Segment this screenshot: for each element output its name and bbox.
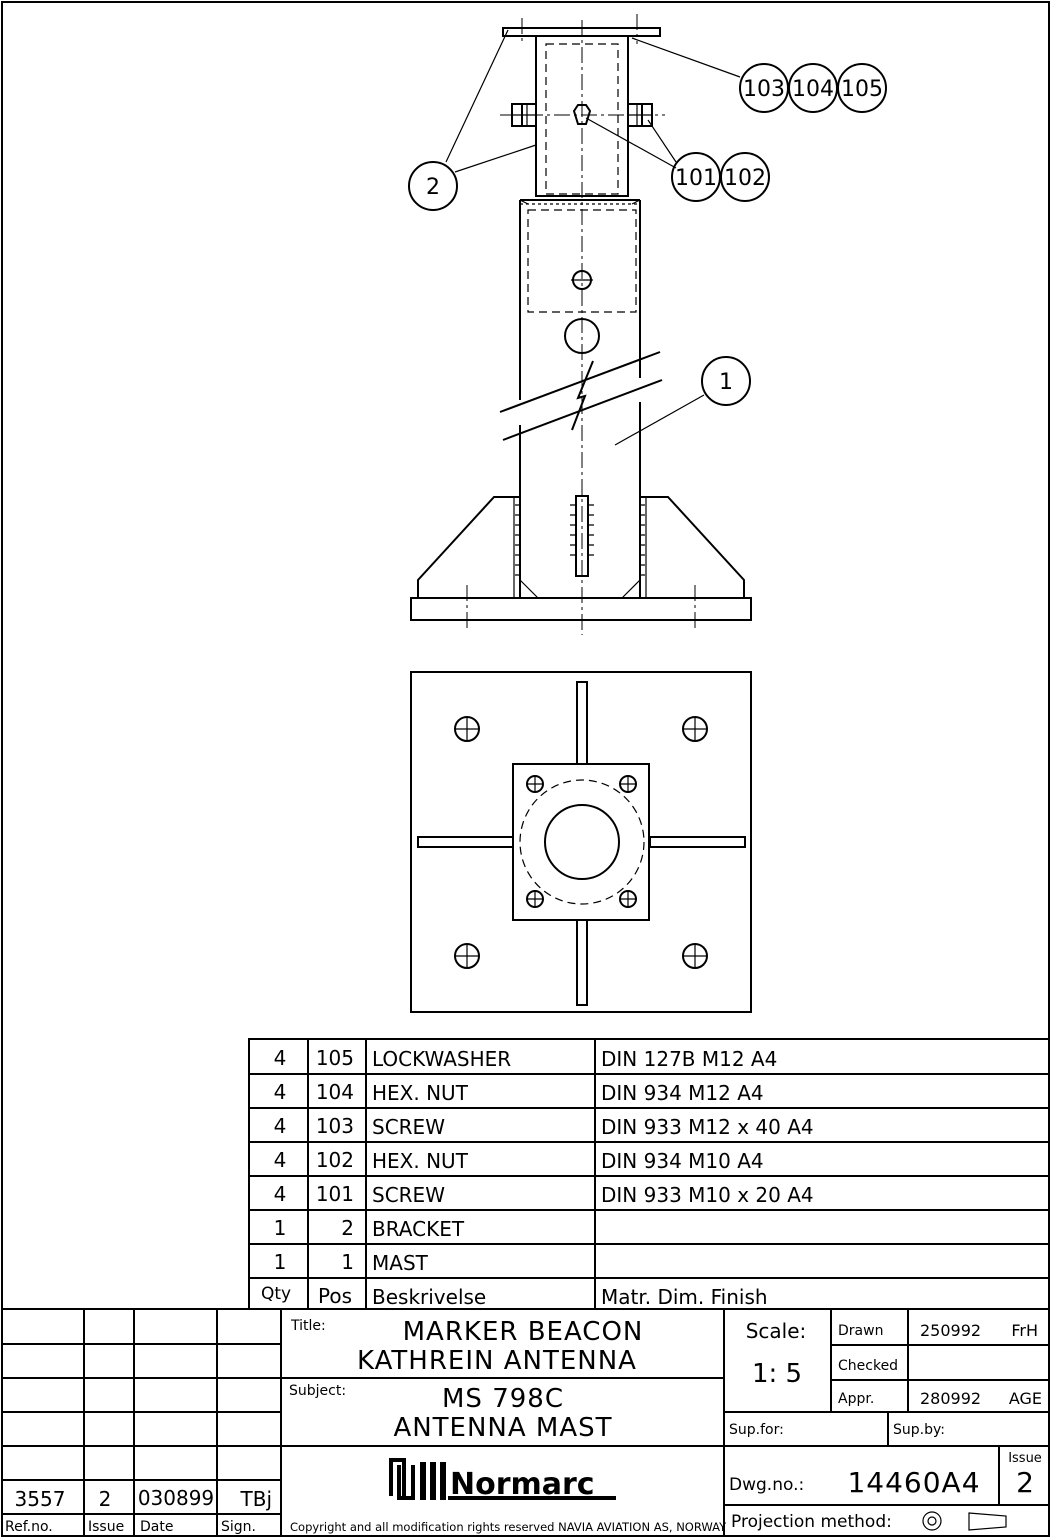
drawn-by: FrH [1011, 1321, 1038, 1340]
parts-pos: 103 [315, 1114, 354, 1138]
title-line-2: KATHREIN ANTENNA [357, 1346, 637, 1376]
parts-desc: BRACKET [372, 1217, 465, 1241]
parts-matr: DIN 933 M10 x 20 A4 [601, 1183, 814, 1207]
projection-symbol-icon [923, 1512, 1006, 1530]
balloon-103 [740, 64, 788, 112]
gussets [418, 496, 744, 598]
parts-qty: 1 [273, 1250, 287, 1274]
subject-line-2: ANTENNA MAST [393, 1413, 613, 1443]
parts-pos: 1 [341, 1250, 354, 1274]
revision-issue-label: Issue [88, 1519, 125, 1535]
front-view [411, 14, 751, 635]
appr-label: Appr. [838, 1391, 875, 1407]
sup-by-label: Sup.by: [893, 1422, 945, 1438]
parts-row-6 [274, 1216, 465, 1241]
drawn-date: 250992 [920, 1321, 982, 1340]
appr-by: AGE [1008, 1389, 1042, 1408]
parts-desc: MAST [372, 1251, 428, 1275]
scale-value: 1: 5 [751, 1359, 803, 1389]
parts-list [249, 1039, 1049, 1309]
svg-text:102: 102 [724, 166, 766, 191]
parts-row-3 [274, 1114, 814, 1139]
parts-desc: HEX. NUT [372, 1149, 468, 1173]
parts-matr: DIN 934 M10 A4 [601, 1149, 764, 1173]
parts-qty: 4 [273, 1114, 287, 1138]
revision-ref-no-label: Ref.no. [5, 1519, 53, 1535]
parts-qty: 4 [273, 1046, 287, 1070]
parts-desc: HEX. NUT [372, 1081, 468, 1105]
svg-text:1: 1 [719, 370, 733, 395]
parts-matr: DIN 934 M12 A4 [601, 1081, 764, 1105]
revision-sign-label: Sign. [221, 1519, 256, 1535]
title-block [281, 1309, 1049, 1536]
parts-desc: LOCKWASHER [372, 1047, 512, 1071]
svg-text:2: 2 [426, 175, 440, 200]
balloon-102 [721, 153, 769, 201]
mast-tube [500, 200, 662, 598]
parts-qty: 4 [273, 1148, 287, 1172]
copyright-notice: Copyright and all modification rights reserved NAVIA AVIATION AS, NORWAY [290, 1520, 727, 1534]
revision-issue: 2 [98, 1487, 112, 1511]
svg-text:105: 105 [841, 77, 883, 102]
parts-row-4 [274, 1148, 764, 1173]
svg-text:101: 101 [675, 166, 717, 191]
drawn-label: Drawn [838, 1323, 884, 1339]
base-plate-front [411, 598, 751, 620]
parts-matr: DIN 127B M12 A4 [601, 1047, 778, 1071]
balloons [409, 30, 886, 445]
parts-row-2 [274, 1080, 764, 1105]
balloon-105 [838, 64, 886, 112]
svg-text:104: 104 [792, 77, 834, 102]
scale-label: Scale: [745, 1319, 807, 1343]
plan-view [411, 672, 751, 1012]
revision-date-label: Date [140, 1519, 174, 1535]
sheet-border [2, 2, 1049, 1536]
parts-pos: 104 [315, 1080, 354, 1104]
parts-pos: 102 [315, 1148, 354, 1172]
appr-date: 280992 [920, 1389, 982, 1408]
revision-sign: TBj [240, 1487, 272, 1511]
title-label: Title: [291, 1318, 326, 1334]
dwg-no-label: Dwg.no.: [729, 1475, 805, 1495]
parts-pos: 2 [341, 1216, 354, 1240]
parts-desc: SCREW [372, 1183, 445, 1207]
dwg-no: 14460A4 [847, 1466, 981, 1499]
parts-header-pos: Pos [317, 1284, 353, 1308]
revision-date: 030899 [137, 1486, 215, 1510]
parts-qty: 1 [273, 1216, 287, 1240]
sup-for-label: Sup.for: [729, 1422, 784, 1438]
parts-row-7 [274, 1250, 429, 1275]
issue-value: 2 [1016, 1466, 1034, 1499]
parts-pos: 105 [315, 1046, 354, 1070]
parts-header-row [261, 1284, 768, 1309]
parts-desc: SCREW [372, 1115, 445, 1139]
balloon-101 [672, 153, 720, 201]
balloon-2 [409, 162, 457, 210]
parts-matr: DIN 933 M12 x 40 A4 [601, 1115, 814, 1139]
title-line-1: MARKER BEACON [402, 1317, 644, 1347]
parts-header-matr: Matr. Dim. Finish [601, 1285, 768, 1309]
issue-label: Issue [1008, 1451, 1042, 1466]
company-name: Normarc [450, 1467, 595, 1502]
parts-row-1 [274, 1046, 778, 1071]
balloon-1 [702, 357, 750, 405]
parts-row-5 [274, 1182, 814, 1207]
subject-label: Subject: [289, 1383, 347, 1399]
checked-label: Checked [838, 1358, 899, 1374]
revision-ref-no: 3557 [14, 1487, 66, 1511]
parts-header-desc: Beskrivelse [372, 1285, 487, 1309]
anchor-holes [455, 717, 707, 968]
parts-qty: 4 [273, 1080, 287, 1104]
normarc-logo [389, 1458, 616, 1502]
projection-label: Projection method: [731, 1512, 892, 1532]
mast-bore [545, 805, 619, 879]
parts-qty: 4 [273, 1182, 287, 1206]
base-plate-plan [411, 672, 751, 1012]
parts-header-qty: Qty [260, 1284, 292, 1304]
svg-text:103: 103 [743, 77, 785, 102]
balloon-104 [789, 64, 837, 112]
subject-line-1: MS 798C [442, 1384, 564, 1414]
parts-pos: 101 [315, 1182, 354, 1206]
